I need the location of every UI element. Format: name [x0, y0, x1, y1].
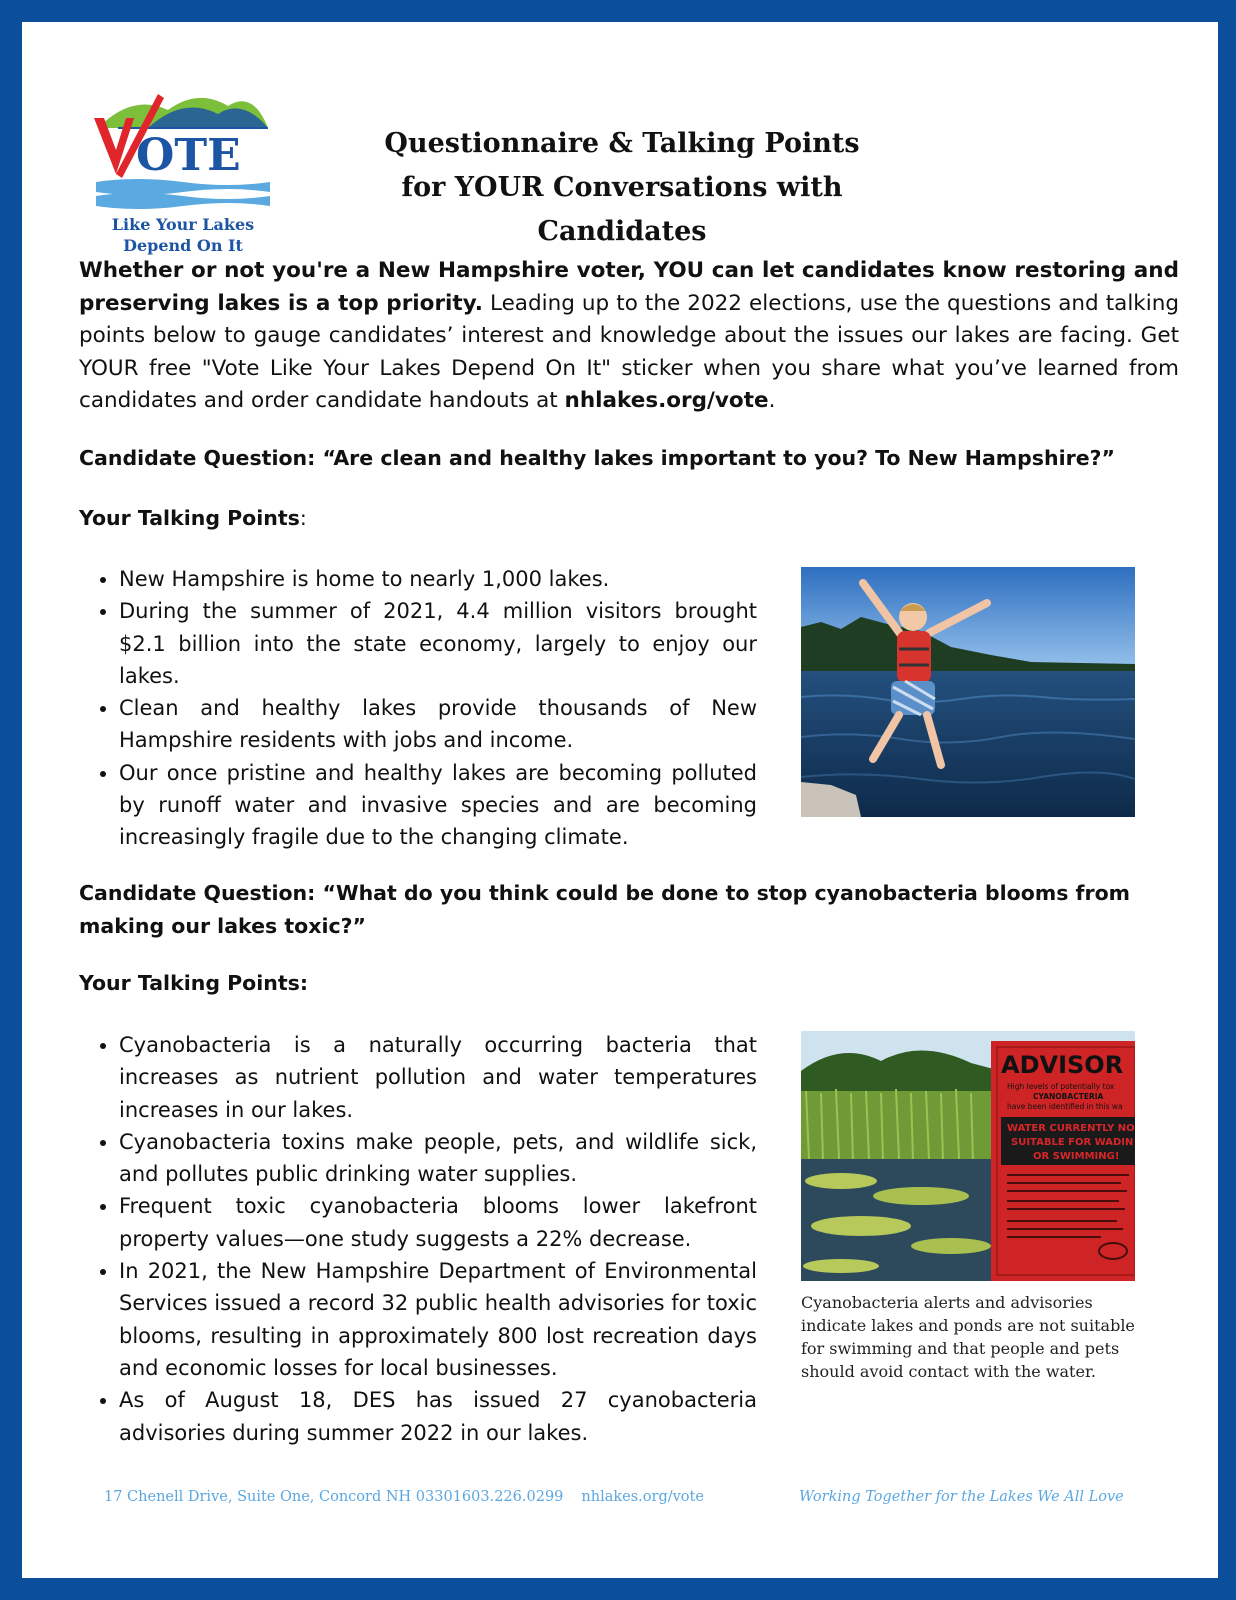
vote-logo — [88, 88, 278, 268]
footer-address: 17 Chenell Drive, Suite One, Concord NH 03301 — [104, 1489, 462, 1505]
sign-warn2: SUITABLE FOR WADIN — [1011, 1137, 1134, 1148]
list-item: • Clean and healthy lakes provide thousands of New Hampshire residents with jobs and income. — [119, 692, 757, 757]
footer-contact — [104, 1489, 722, 1505]
talking-points-label-2: Your Talking Points: — [79, 971, 309, 995]
lake-jump-image — [801, 567, 1135, 817]
footer-web-link[interactable]: nhlakes.org/vote — [581, 1489, 704, 1505]
list-item: • Frequent toxic cyanobacteria blooms lower lakefront property values—one study suggests a 22% decrease. — [119, 1190, 757, 1255]
sign-line3: have been identified in this wa — [1007, 1102, 1123, 1111]
intro-text: Leading up to the 2022 elections, use the questions and talking points below to gauge candidates’ interest and knowledge about the issues our lakes are facing. Get YOUR free "Vote Like Your Lakes Depend On It" sticker when you share what you’ve learned from candidates and order candidate handouts at — [79, 290, 1179, 413]
page-title — [322, 122, 922, 254]
intro-bold-text: Whether or not you're a New Hampshire voter, YOU can let candidates know restoring and preserving lakes is a top priority. — [79, 258, 1179, 316]
list-item: • During the summer of 2021, 4.4 million visitors brought $2.1 billion into the state economy, largely to enjoy our lakes. — [119, 595, 757, 692]
sign-header: ADVISOR — [1001, 1051, 1124, 1079]
page — [22, 22, 1218, 1578]
list-item: • As of August 18, DES has issued 27 cyanobacteria advisories during summer 2022 in our lakes. — [119, 1384, 757, 1449]
photo-caption: Cyanobacteria alerts and advisories indicate lakes and ponds are not suitable for swimming and that people and pets should avoid contact with the water. — [801, 1293, 1135, 1381]
intro-end: . — [768, 388, 776, 413]
list-item: • New Hampshire is home to nearly 1,000 lakes. — [119, 563, 757, 595]
list-item: • Cyanobacteria is a naturally occurring bacteria that increases as nutrient pollution and water temperatures increases in our lakes. — [119, 1029, 757, 1126]
list-item: • Cyanobacteria toxins make people, pets, and wildlife sick, and pollutes public drinking water supplies. — [119, 1126, 757, 1191]
list-item: • Our once pristine and healthy lakes are becoming polluted by runoff water and invasive species and are becoming increasingly fragile due to the changing climate. — [119, 757, 757, 854]
title-line2: for YOUR Conversations with Candidates — [401, 172, 843, 247]
intro-paragraph — [79, 255, 1179, 418]
intro-link[interactable]: nhlakes.org/vote — [564, 388, 769, 413]
logo-tagline-line2: Depend On It — [123, 236, 243, 255]
talking-points-suffix-1: : — [299, 506, 307, 530]
talking-points-label-1: Your Talking Points — [79, 506, 300, 530]
svg-text:OTE: OTE — [136, 130, 241, 181]
talking-points-list-1 — [79, 563, 757, 854]
logo-tagline — [88, 214, 278, 256]
talking-points-heading-2 — [79, 967, 308, 999]
title-line1: Questionnaire & Talking Points — [384, 128, 860, 159]
advisory-sign-image — [801, 1031, 1135, 1281]
list-item: • In 2021, the New Hampshire Department of Environmental Services issued a record 32 public health advisories for toxic blooms, resulting in approximately 800 lost recreation days and economic losses for local businesses. — [119, 1255, 757, 1384]
sign-warn1: WATER CURRENTLY NO — [1007, 1123, 1135, 1134]
sign-warn3: OR SWIMMING! — [1033, 1151, 1120, 1162]
footer-phone: 603.226.0299 — [461, 1489, 564, 1505]
advisory-sign-photo — [801, 1031, 1135, 1281]
talking-points-heading-1 — [79, 502, 307, 534]
sign-line2: CYANOBACTERIA — [1033, 1092, 1104, 1101]
talking-points-list-2 — [79, 1029, 757, 1449]
vote-logo-graphic — [88, 88, 278, 213]
logo-tagline-line1: Like Your Lakes — [111, 215, 255, 234]
candidate-question-1: Candidate Question: “Are clean and healthy lakes important to you? To New Hampshire?” — [79, 446, 1116, 470]
sign-line1: High levels of potentially tox — [1007, 1082, 1115, 1091]
lake-jump-photo — [801, 567, 1135, 817]
candidate-question-2: Candidate Question: “What do you think could be done to stop cyanobacteria blooms from making our lakes toxic?” — [79, 881, 1131, 938]
footer-slogan: Working Together for the Lakes We All Love — [799, 1489, 1124, 1505]
